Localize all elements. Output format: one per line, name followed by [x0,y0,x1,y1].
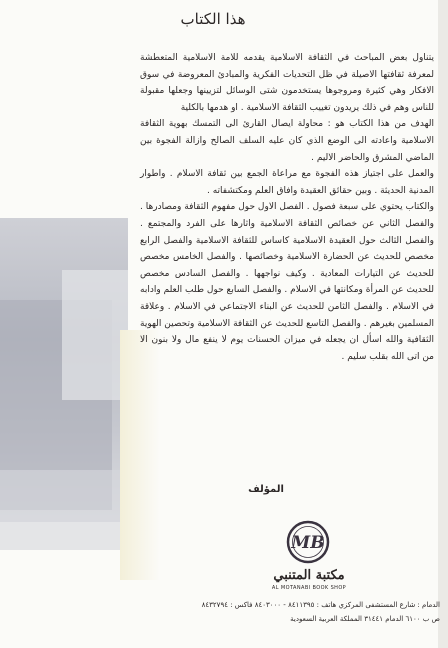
publisher-logo-icon [286,520,330,564]
book-description [140,50,434,365]
publisher-name-arabic: مكتبة المتنبي [273,568,345,583]
publisher-po-box: ص ب ٦١٠٠ الدمام ٣١٤٤١ المملكة العربية السعودية [290,615,440,623]
paragraph: والعمل على اجتياز هذه الفجوة مع مراعاة الجمع بين ثقافة الاسلام . واطوار المدنية الحديثة . وبين حقائق العقيدة وافاق العلم ومكتشفاته . [140,169,434,196]
paragraph: الهدف من هذا الكتاب هو : محاولة ايصال القارئ الى التمسك بهوية الثقافة الاسلامية واعادته الى الوضع الذي كان عليه السلف الصالح وازالة الفجوة بين الماضي المشرق والحاضر الاليم . [140,119,434,163]
publisher-name-english: AL MOTANABI BOOK SHOP [271,585,347,591]
logo-monogram: MB [291,533,325,553]
author-signature: المؤلف [248,484,284,495]
decorative-strip [120,330,160,580]
page-title: هذا الكتاب [180,10,246,28]
paragraph: يتناول بعض المباحث في الثقافة الاسلامية يقدمه للامة الاسلامية المتعطشة لمعرفة ثقافتها الاصيلة في ظل التحديات الفكرية والمبادئ المعروضة في سوق الافكار وهي كثيرة ومروجوها يستخدمون شتى الوسائل لتزيينها وجعلها مقبولة للناس وهم في ذلك يريدون تغييب الثقافة الاسلامية . او هدمها بالكلية [140,53,434,113]
decorative-block [62,270,128,400]
publisher-address: الدمام : شارع المستشفى المركزي هاتف : ٨٤١١٣٩٥ - ٨٤٠٣٠٠٠ فاكس : ٨٤٣٢٧٩٤ [201,601,440,609]
paragraph: والكتاب يحتوي على سبعة فصول . الفصل الاول حول مفهوم الثقافة ومصادرها . والفصل الثاني عن خصائص الثقافة الاسلامية واثارها على الفرد والمجتمع . والفصل الثالث حول العقيدة الاسلامية كاساس للثقافة الاسلامية والفصل الرابع مخصص للحديث عن الحضارة الاسلامية وخصائصها . والفصل الخامس مخصص للحديث عن التيارات المعادية . وكيف نواجهها . والفصل السادس مخصص للحديث عن المرأة ومكانتها في الاسلام . والفصل السابع حول طلب العلم وادابه في الاسلام . والفصل الثامن للحديث عن البناء الاجتماعي في الاسلام . وعلاقة المسلمين بغيرهم . والفصل التاسع للحديث عن الثقافة الاسلامية وتحصين الهوية الثقافية والله اسأل ان يجعله في ميزان الحسنات يوم لا ينفع مال ولا بنون الا من اتى الله بقلب سليم . [140,202,434,362]
page-edge-shadow [438,0,448,648]
